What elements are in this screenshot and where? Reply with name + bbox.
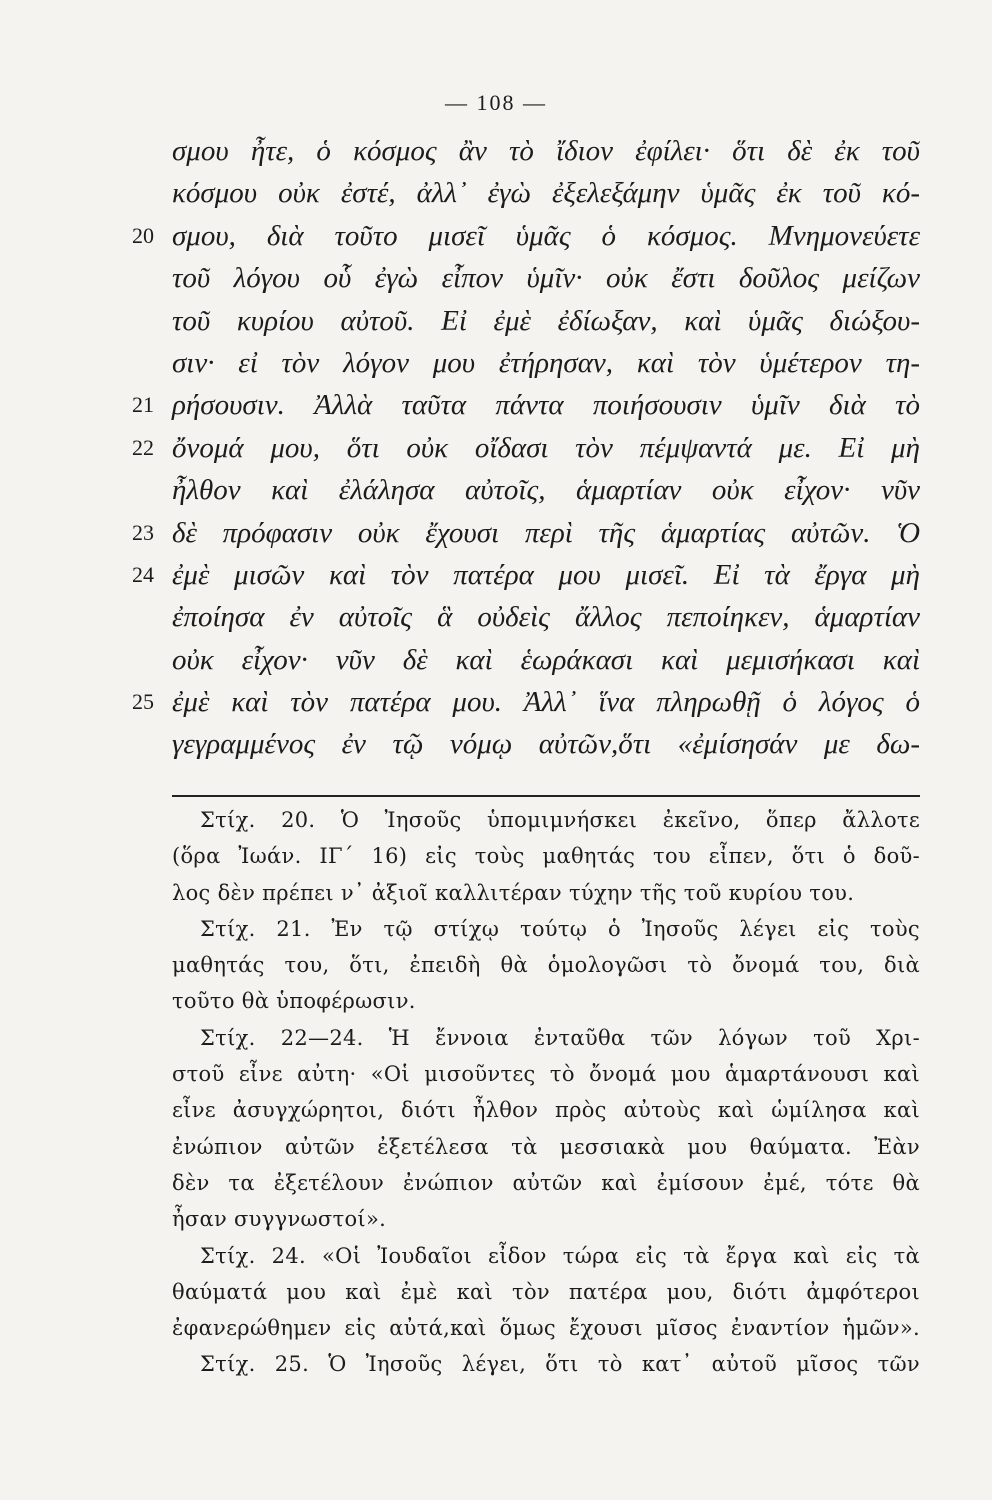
footnote-line: ἐφανερώθημεν εἰς αὐτά,καὶ ὅμως ἔχουσι μῖσος ἐναντίον ἡμῶν».	[172, 1316, 920, 1341]
verse-number: 22	[132, 434, 154, 460]
main-line	[172, 469, 920, 511]
footnote-line: (ὅρα Ἰωάν. ΙΓ΄ 16) εἰς τοὺς μαθητάς του εἶπεν, ὅτι ὁ δοῦ-	[172, 844, 920, 869]
footnote-line: τοῦτο θὰ ὑποφέρωσιν.	[172, 989, 416, 1014]
main-line	[172, 130, 920, 172]
footnote-line: θαύματά μου καὶ ἐμὲ καὶ τὸν πατέρα μου, διότι ἀμφότεροι	[172, 1279, 920, 1304]
footnote-line: Στίχ. 20. Ὁ Ἰησοῦς ὑπομιμνήσκει ἐκεῖνο, ὅπερ ἄλλοτε	[200, 808, 920, 832]
footnote-divider	[172, 795, 920, 797]
main-line-text: ἐποίησα ἐν αὐτοῖς ἃ οὐδεὶς ἄλλος πεποίηκεν, ἁμαρτίαν	[172, 601, 920, 634]
page-number: — 108 —	[445, 90, 547, 115]
main-line	[172, 300, 920, 342]
main-line	[132, 554, 920, 596]
main-line-text: ἐμὲ καὶ τὸν πατέρα μου. Ἀλλ᾽ ἵνα πληρωθῇ ὁ λόγος ὁ	[172, 686, 920, 719]
main-line-text: γεγραμμένος ἐν τῷ νόμῳ αὐτῶν,ὅτι «ἐμίσησάν με δω-	[172, 728, 920, 761]
main-line	[172, 596, 920, 638]
main-line-text: τοῦ κυρίου αὐτοῦ. Εἰ ἐμὲ ἐδίωξαν, καὶ ὑμᾶς διώξου-	[172, 304, 920, 337]
main-line-text: ὄνομά μου, ὅτι οὐκ οἴδασι τὸν πέμψαντά με. Εἰ μὴ	[172, 431, 920, 464]
main-line-text: ἐμὲ μισῶν καὶ τὸν πατέρα μου μισεῖ. Εἰ τὰ ἔργα μὴ	[172, 558, 920, 591]
main-line-text: οὐκ εἶχον· νῦν δὲ καὶ ἑωράκασι καὶ μεμισήκασι καὶ	[172, 643, 920, 676]
main-line-text: ρήσουσιν. Ἀλλὰ ταῦτα πάντα ποιήσουσιν ὑμῖν διὰ τὸ	[172, 389, 920, 422]
verse-number: 20	[132, 222, 154, 248]
main-line	[172, 257, 920, 299]
footnote-line: λος δὲν πρέπει ν᾽ ἀξιοῖ καλλιτέραν τύχην τῆς τοῦ κυρίου του.	[172, 880, 855, 905]
footnote-line: Στίχ. 22—24. Ἡ ἔννοια ἐνταῦθα τῶν λόγων τοῦ Χρι-	[200, 1025, 920, 1050]
main-line	[172, 723, 920, 765]
main-line-text: σμου, διὰ τοῦτο μισεῖ ὑμᾶς ὁ κόσμος. Μνημονεύετε	[172, 219, 920, 252]
main-line	[172, 342, 920, 384]
main-line-text: κόσμου οὐκ ἐστέ, ἀλλ᾽ ἐγὼ ἐξελεξάμην ὑμᾶς ἐκ τοῦ κό-	[172, 177, 920, 210]
footnote-line: μαθητάς του, ὅτι, ἐπειδὴ θὰ ὁμολογῶσι τὸ ὄνομά του, διὰ	[172, 953, 920, 978]
main-line-text: ἦλθον καὶ ἐλάλησα αὐτοῖς, ἁμαρτίαν οὐκ εἶχον· νῦν	[172, 474, 920, 507]
footnote-line: ἦσαν συγγνωστοί».	[172, 1207, 387, 1232]
verse-number: 21	[132, 392, 154, 418]
main-line	[132, 512, 920, 554]
footnotes	[172, 802, 920, 1383]
footnote-line: δὲν τα ἐξετέλουν ἐνώπιον αὐτῶν καὶ ἐμίσουν ἐμέ, τότε θὰ	[172, 1170, 920, 1195]
main-line-text: τοῦ λόγου οὗ ἐγὼ εἶπον ὑμῖν· οὐκ ἔστι δοῦλος μείζων	[172, 262, 920, 295]
main-line	[172, 639, 920, 681]
verse-number: 23	[132, 519, 154, 545]
footnote-line: εἶνε ἀσυγχώρητοι, διότι ἦλθον πρὸς αὐτοὺς καὶ ὡμίλησα καὶ	[172, 1098, 920, 1123]
main-line-text: δὲ πρόφασιν οὐκ ἔχουσι περὶ τῆς ἁμαρτίας αὐτῶν. Ὁ	[172, 516, 920, 549]
footnote-line: Στίχ. 21. Ἐν τῷ στίχῳ τούτῳ ὁ Ἰησοῦς λέγει εἰς τοὺς	[200, 916, 920, 941]
footnote-line: Στίχ. 25. Ὁ Ἰησοῦς λέγει, ὅτι τὸ κατ᾽ αὐτοῦ μῖσος τῶν	[200, 1352, 920, 1377]
main-line-text: σιν· εἰ τὸν λόγον μου ἐτήρησαν, καὶ τὸν ὑμέτερον τη-	[172, 346, 920, 379]
main-line	[172, 172, 920, 214]
main-line	[132, 384, 920, 426]
main-line	[132, 427, 920, 469]
main-line-text: σμου ἦτε, ὁ κόσμος ἂν τὸ ἴδιον ἐφίλει· ὅτι δὲ ἐκ τοῦ	[172, 135, 920, 167]
footnote-line: ἐνώπιον αὐτῶν ἐξετέλεσα τὰ μεσσιακὰ μου θαύματα. Ἐὰν	[172, 1134, 920, 1159]
verse-number: 24	[132, 561, 154, 587]
main-line	[132, 215, 920, 257]
main-text	[132, 130, 920, 766]
footnote-line: Στίχ. 24. «Οἱ Ἰουδαῖοι εἶδον τώρα εἰς τὰ ἔργα καὶ εἰς τὰ	[200, 1243, 920, 1268]
footnote-line: στοῦ εἶνε αὐτη· «Οἱ μισοῦντες τὸ ὄνομά μου ἁμαρτάνουσι καὶ	[172, 1062, 920, 1087]
main-line	[132, 681, 920, 723]
verse-number: 25	[132, 689, 154, 715]
